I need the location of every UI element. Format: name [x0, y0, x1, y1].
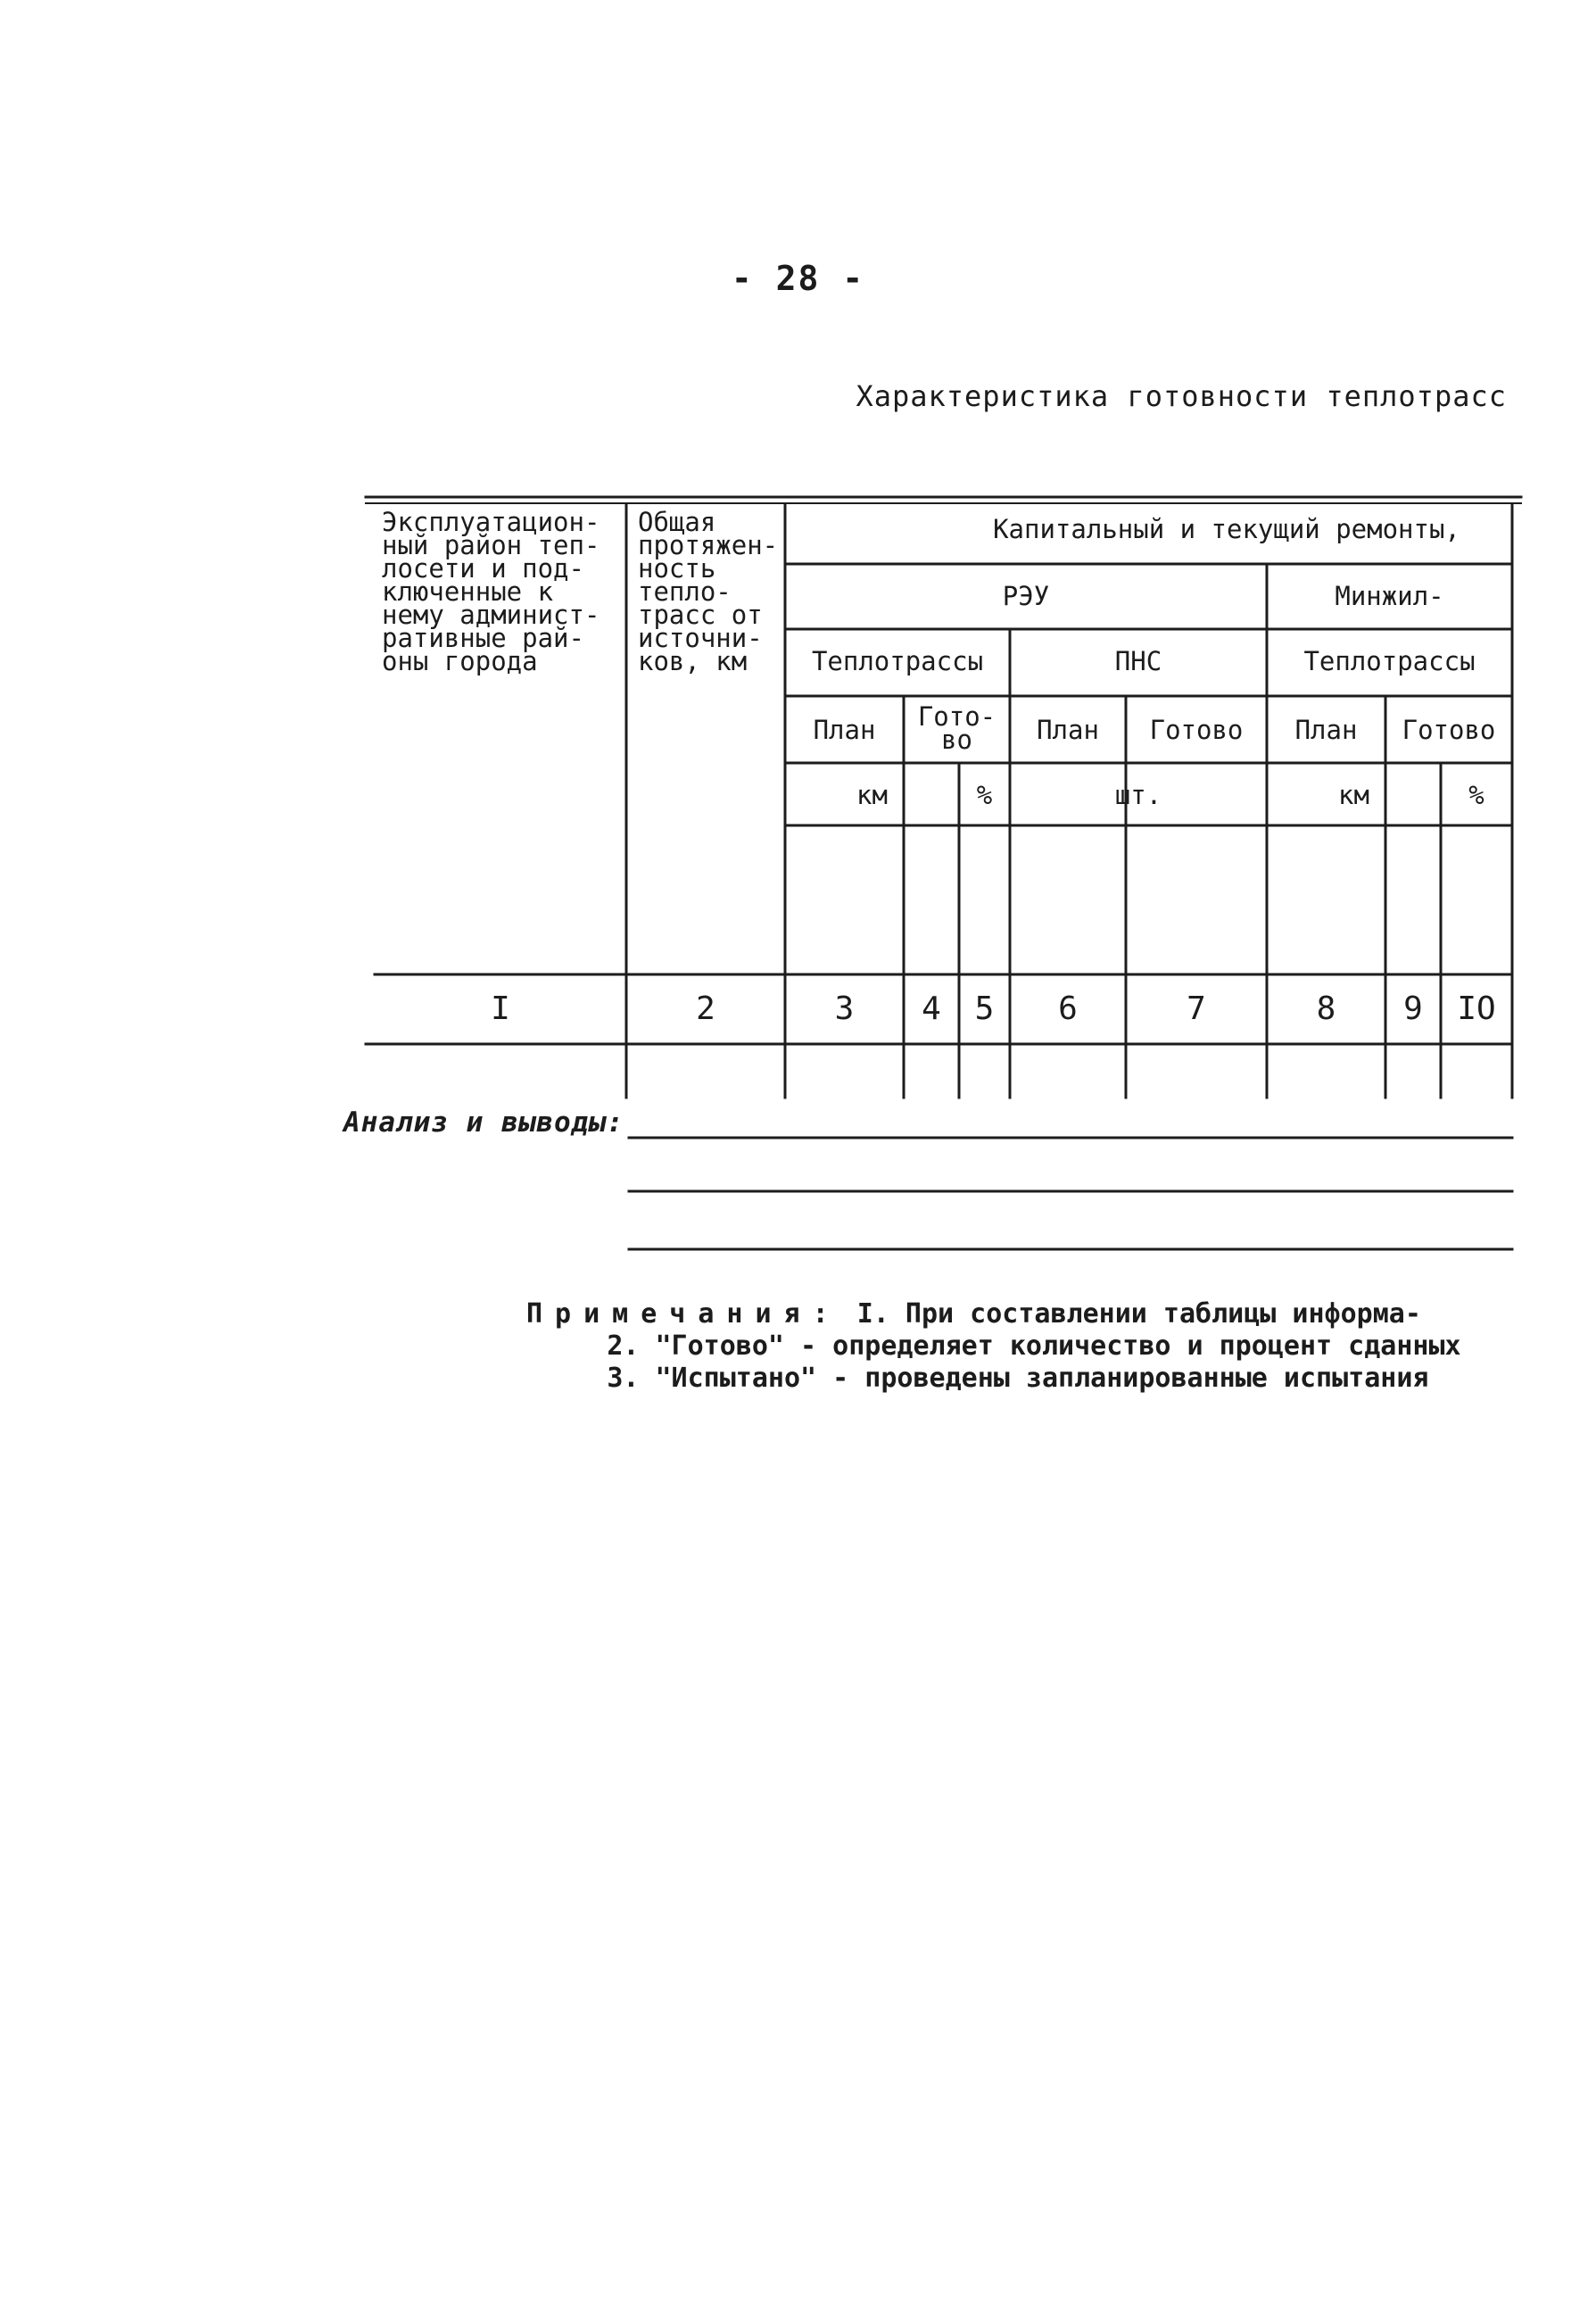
- document-title: Характеристика готовности теплотрасс: [856, 379, 1507, 413]
- column-number: IO: [1457, 990, 1496, 1027]
- header-total-length: Общая протяжен- ность тепло- трасс от источни- ков, км: [638, 507, 779, 676]
- unit-km-1: км: [856, 780, 888, 810]
- header-repairs: Капитальный и текущий ремонты,: [993, 514, 1460, 544]
- note-line-3: 3. "Испытано" - проведены запланированные испытания: [607, 1363, 1429, 1394]
- column-number: 6: [1058, 990, 1078, 1027]
- notes-prefix: Примечания:: [526, 1298, 841, 1330]
- header-gotovo-2: Готово: [1149, 715, 1244, 745]
- column-number: 8: [1316, 990, 1336, 1027]
- column-number: 5: [974, 990, 995, 1027]
- unit-km-2: км: [1338, 780, 1369, 810]
- column-number: I: [491, 990, 510, 1027]
- header-plan-2: План: [1037, 715, 1099, 745]
- column-number: 2: [696, 990, 715, 1027]
- column-number: 7: [1187, 990, 1206, 1027]
- header-minzhil: Минжил-: [1335, 581, 1444, 611]
- header-gotovo-1: Гото- во: [917, 701, 996, 755]
- page-number: - 28 -: [731, 259, 865, 298]
- column-number: 9: [1403, 990, 1423, 1027]
- unit-percent-2: %: [1468, 780, 1484, 810]
- header-teplotrassy-rzu: Теплотрассы: [811, 646, 984, 676]
- column-number: 4: [922, 990, 941, 1027]
- header-district: Эксплуатацион- ный район теп- лосети и под- ключенные к нему админист- ративные рай- оны города: [382, 507, 600, 676]
- unit-percent-1: %: [976, 780, 993, 810]
- header-rzu: РЭУ: [1002, 581, 1050, 611]
- note-line-2: 2. "Готово" - определяет количество и процент сданных: [607, 1330, 1461, 1362]
- analysis-label: Анализ и выводы:: [343, 1106, 624, 1139]
- header-teplotrassy-minzhil: Теплотрассы: [1303, 646, 1476, 676]
- header-pns: ПНС: [1114, 646, 1162, 676]
- unit-pieces: шт.: [1114, 780, 1162, 810]
- notes-block: [526, 1298, 1461, 1395]
- column-number: 3: [834, 990, 855, 1027]
- note-line-1: I. При составлении таблицы информа-: [856, 1298, 1421, 1330]
- header-plan-3: План: [1294, 715, 1358, 745]
- header-gotovo-3: Готово: [1402, 715, 1496, 745]
- header-plan-1: План: [813, 715, 876, 745]
